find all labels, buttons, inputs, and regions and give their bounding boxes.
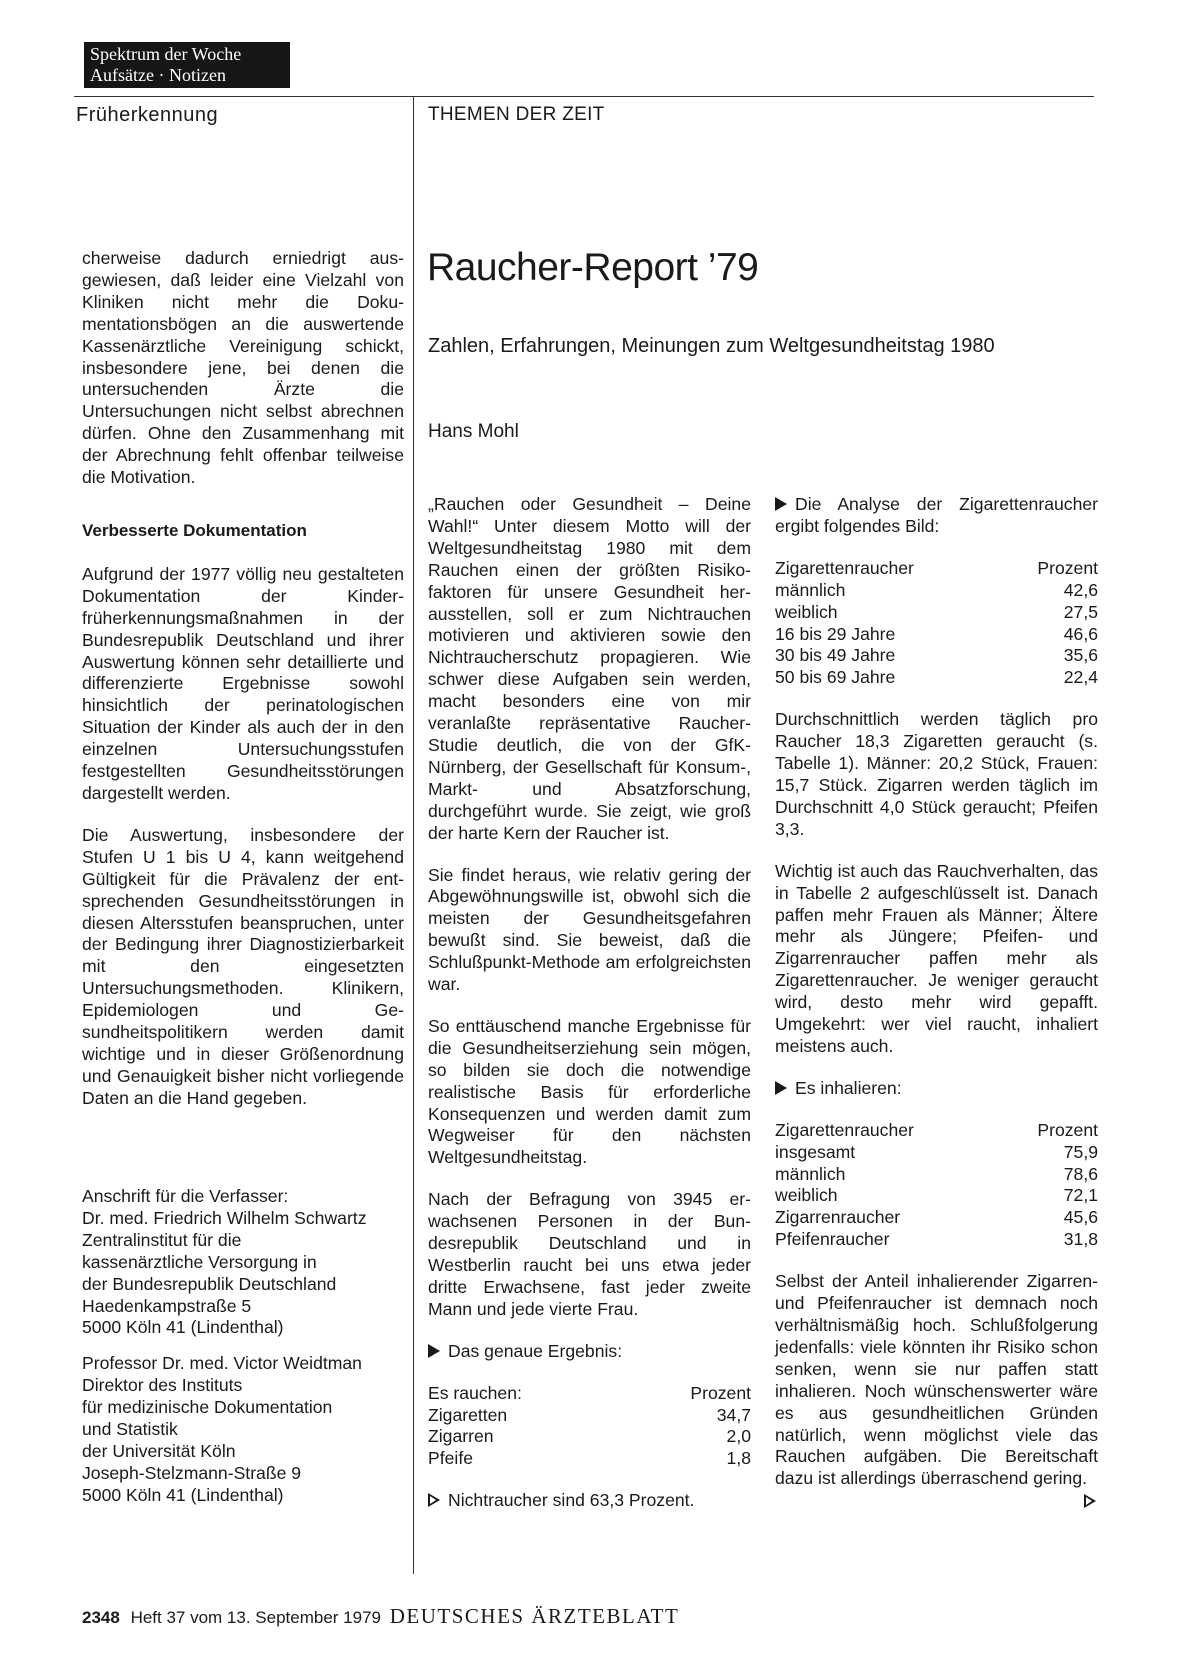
right-paragraph-3-text: Selbst der Anteil inhalierender Zigarren- und Pfeifenraucher ist demnach noch verhältnismäßig hoch. Schlußfolgerung jedenfalls: viele könnten ihr Risiko schon senken, wenn sie nur paffen statt inhalieren. Noch wünschenswerter wäre es aus gesundheitlichen Gründen natürlich, wenn möglichst viele das Rauchen aufgäben. Die Bereitschaft dazu ist allerdings überraschend gering. bbox=[775, 1271, 1098, 1489]
left-column-lower bbox=[82, 520, 404, 1130]
address-line: Anschrift für die Verfasser: bbox=[82, 1186, 289, 1206]
table-row bbox=[775, 602, 1098, 624]
table-label-cell: Zigarettenraucher bbox=[775, 1119, 914, 1140]
continued-arrow-icon bbox=[1084, 1494, 1096, 1508]
bullet-arrow-icon bbox=[775, 1081, 787, 1095]
left-paragraph-3: Die Auswertung, insbesondere der Stufen U 1 bis U 4, kann weitgehend Gültigkeit für die Prävalenz der entsprechenden Gesundheitsstörungen in diesen Altersstufen beanspruchen, unter der Bedingung ihrer Diagnostizierbarkeit mit den eingesetzten Untersuchungsmethoden. Klinikern, Epidemiologen und Gesundheitspolitikern werden damit wichtige und in dieser Größenordnung und Genauigkeit bisher nicht vorliegende Daten an die Hand gegeben. bbox=[82, 824, 404, 1108]
table-header-row bbox=[775, 1120, 1098, 1142]
table-value-cell: 42,6 bbox=[1063, 579, 1098, 600]
table-value-cell: 45,6 bbox=[1063, 1207, 1098, 1228]
article-subtitle: Zahlen, Erfahrungen, Meinungen zum Weltgesundheitstag 1980 bbox=[428, 335, 995, 357]
middle-paragraph-2: Sie findet heraus, wie relativ gering der Abgewöhnungswille ist, obwohl sich die meisten der Gesundheitsgefahren bewußt sind. Sie beweist, daß die Schlußpunkt-Methode am erfolgreichsten war. bbox=[428, 864, 751, 995]
middle-paragraph-4: Nach der Befragung von 3945 erwachsenen Personen in der Bundesrepublik Deutschland und in Westberlin raucht bei uns etwa jeder dritte Erwachsene, fast jeder zweite Mann und jede vierte Frau. bbox=[428, 1189, 751, 1319]
issue-info: Heft 37 vom 13. September 1979 bbox=[130, 1608, 381, 1627]
article-author: Hans Mohl bbox=[428, 421, 519, 442]
table-row bbox=[775, 624, 1098, 646]
article-title: Raucher-Report ’79 bbox=[427, 246, 759, 289]
bullet-arrow-icon bbox=[775, 497, 787, 511]
subheading: Verbesserte Dokumentation bbox=[82, 521, 307, 540]
left-paragraph-2: Aufgrund der 1977 völlig neu gestalteten Dokumentation der Kinderfrüherkennungsmaßnahmen in der Bundesrepublik Deutschland und ihrer Auswertung können sehr detaillierte und differenzierte Ergebnisse sowohl hinsichtlich der perinatologischen Situation der Kinder als auch der in den einzelnen Untersuchungsstufen festgestellten Gesundheitsstörungen dargestellt werden. bbox=[82, 563, 404, 803]
table-label-cell: männlich bbox=[775, 579, 846, 600]
right-paragraph-1: Durchschnittlich werden täglich pro Raucher 18,3 Zigaretten geraucht (s. Tabelle 1). Männer: 20,2 Stück, Frauen: 15,7 Stück. Zigarren werden täglich im Durchschnitt 4,0 Stück geraucht; Pfeifen 3,3. bbox=[775, 709, 1098, 839]
table-value-cell: 2,0 bbox=[726, 1426, 751, 1447]
table-header-row bbox=[428, 1383, 751, 1405]
bullet-inhale-text: Es inhalieren: bbox=[795, 1077, 902, 1098]
address-line: der Bundesrepublik Deutschland bbox=[82, 1273, 337, 1294]
non-smoker-note bbox=[428, 1490, 751, 1512]
table-row bbox=[775, 1164, 1098, 1186]
table-value-cell: Prozent bbox=[690, 1382, 751, 1403]
table-row bbox=[428, 1448, 751, 1470]
table-value-cell: 1,8 bbox=[726, 1448, 751, 1469]
table-value-cell: 46,6 bbox=[1063, 623, 1098, 644]
smoking-table bbox=[428, 1383, 751, 1471]
bullet-result bbox=[428, 1341, 751, 1363]
bullet-inhale bbox=[775, 1078, 1098, 1100]
table-value-cell: Prozent bbox=[1037, 557, 1098, 578]
address-line: Direktor des Instituts bbox=[82, 1375, 243, 1396]
table-label-cell: weiblich bbox=[775, 601, 838, 622]
address-line: 5000 Köln 41 (Lindenthal) bbox=[82, 1317, 284, 1338]
table-row bbox=[775, 1207, 1098, 1229]
address-line: Joseph-Stelzmann-Straße 9 bbox=[82, 1462, 302, 1483]
cigarette-smokers-table bbox=[775, 558, 1098, 689]
column-divider bbox=[413, 96, 414, 1574]
address-authors-2 bbox=[82, 1353, 404, 1506]
journal-name: DEUTSCHES ÄRZTEBLATT bbox=[389, 1604, 680, 1628]
table-label-cell: insgesamt bbox=[775, 1141, 856, 1162]
table-value-cell: 75,9 bbox=[1063, 1141, 1098, 1162]
address-line: kassenärztliche Versorgung in bbox=[82, 1251, 317, 1272]
table-value-cell: 35,6 bbox=[1063, 645, 1098, 666]
table-row bbox=[775, 645, 1098, 667]
bullet-analysis bbox=[775, 494, 1098, 538]
address-line: Professor Dr. med. Victor Weidtman bbox=[82, 1353, 362, 1374]
address-line: Haedenkampstraße 5 bbox=[82, 1295, 252, 1316]
section-label-right: THEMEN DER ZEIT bbox=[428, 104, 605, 125]
middle-paragraph-3: So enttäuschend manche Ergebnisse für die Gesundheitserziehung sein mögen, so bilden sie doch die notwendige realistische Basis für erforderliche Konsequenzen und werden damit zum Wegweiser für den nächsten Weltgesundheitstag. bbox=[428, 1015, 751, 1168]
top-rule bbox=[74, 96, 1094, 97]
address-block bbox=[82, 1186, 404, 1507]
table-label-cell: 16 bis 29 Jahre bbox=[775, 623, 896, 644]
badge-line-2: Aufsätze · Notizen bbox=[90, 65, 226, 85]
table-label-cell: Zigarrenraucher bbox=[775, 1207, 901, 1228]
table-label-cell: Pfeife bbox=[428, 1448, 473, 1469]
table-row bbox=[775, 1142, 1098, 1164]
table-row bbox=[428, 1426, 751, 1448]
address-line: der Universität Köln bbox=[82, 1440, 236, 1461]
outline-arrow-icon bbox=[428, 1493, 440, 1507]
table-label-cell: weiblich bbox=[775, 1185, 838, 1206]
table-value-cell: 34,7 bbox=[716, 1404, 751, 1425]
table-value-cell: 72,1 bbox=[1063, 1185, 1098, 1206]
bullet-analysis-text: Die Analyse der Zigarettenraucher ergibt folgendes Bild: bbox=[775, 494, 1098, 536]
table-label-cell: Zigarettenraucher bbox=[775, 557, 914, 578]
table-label-cell: 50 bis 69 Jahre bbox=[775, 667, 896, 688]
left-paragraph-1: cherweise dadurch erniedrigt ausgewiesen, daß leider eine Vielzahl von Kliniken nicht mehr die Dokumentationsbögen an die auswertende Kassenärztliche Vereinigung schickt, insbesondere jene, bei denen die untersuchenden Ärzte die Untersuchungen nicht selbst abrechnen dürfen. Ohne den Zusammenhang mit der Abrechnung fehlt offenbar teilweise die Motivation. bbox=[82, 248, 404, 488]
table-value-cell: 78,6 bbox=[1063, 1163, 1098, 1184]
address-line: für medizinische Dokumentation bbox=[82, 1397, 333, 1418]
table-label-cell: Es rauchen: bbox=[428, 1382, 522, 1403]
table-value-cell: 31,8 bbox=[1063, 1229, 1098, 1250]
table-label-cell: Pfeifenraucher bbox=[775, 1229, 890, 1250]
address-authors-1 bbox=[82, 1186, 404, 1339]
inhalers-table bbox=[775, 1120, 1098, 1251]
table-label-cell: 30 bis 49 Jahre bbox=[775, 645, 896, 666]
table-value-cell: 27,5 bbox=[1063, 601, 1098, 622]
page-footer bbox=[82, 1604, 679, 1629]
address-line: 5000 Köln 41 (Lindenthal) bbox=[82, 1484, 284, 1505]
table-row bbox=[775, 1185, 1098, 1207]
table-header-row bbox=[775, 558, 1098, 580]
table-value-cell: Prozent bbox=[1037, 1119, 1098, 1140]
section-badge bbox=[84, 42, 290, 88]
right-paragraph-3 bbox=[775, 1271, 1098, 1490]
middle-column bbox=[428, 494, 751, 1532]
middle-paragraph-1: „Rauchen oder Gesundheit – Deine Wahl!“ Unter diesem Motto will der Weltgesundheitstag 1980 mit dem Rauchen einen der größten Risikofaktoren für unsere Gesundheit herausstellen, soll er zum Nichtrauchen motivieren und aktivieren sowie den Nichtraucherschutz propagieren. Wie schwer diese Aufgaben sein werden, macht besonders eine von mir veranlaßte repräsentative Raucher-Studie deutlich, die von der GfK-Nürnberg, der Gesellschaft für Konsum-, Markt- und Absatzforschung, durchgeführt wurde. Sie zeigt, wie groß der harte Kern der Raucher ist. bbox=[428, 494, 751, 843]
table-value-cell: 22,4 bbox=[1063, 667, 1098, 688]
right-paragraph-2: Wichtig ist auch das Rauchverhalten, das in Tabelle 2 aufgeschlüsselt ist. Danach paffen mehr Frauen als Männer; Ältere mehr als Jüngere; Pfeifen- und Zigarrenraucher paffen mehr als Zigarettenraucher. Je weniger geraucht wird, desto mehr wird gepafft. Umgekehrt: wer viel raucht, inhaliert meistens auch. bbox=[775, 860, 1098, 1056]
table-row bbox=[775, 1229, 1098, 1251]
address-line: Zentralinstitut für die bbox=[82, 1229, 242, 1250]
left-column bbox=[82, 248, 404, 509]
section-label-left: Früherkennung bbox=[76, 104, 219, 126]
page-number: 2348 bbox=[82, 1608, 120, 1627]
table-label-cell: Zigarren bbox=[428, 1426, 494, 1447]
badge-line-1: Spektrum der Woche bbox=[90, 44, 242, 64]
table-row bbox=[775, 667, 1098, 689]
table-row bbox=[428, 1405, 751, 1427]
table-label-cell: männlich bbox=[775, 1163, 846, 1184]
address-line: und Statistik bbox=[82, 1419, 178, 1440]
table-label-cell: Zigaretten bbox=[428, 1404, 508, 1425]
table-row bbox=[775, 580, 1098, 602]
bullet-arrow-icon bbox=[428, 1344, 440, 1358]
bullet-result-text: Das genaue Ergebnis: bbox=[448, 1340, 623, 1361]
right-column bbox=[775, 494, 1098, 1508]
address-line: Dr. med. Friedrich Wilhelm Schwartz bbox=[82, 1207, 367, 1228]
non-smoker-note-text: Nichtraucher sind 63,3 Prozent. bbox=[448, 1490, 695, 1511]
